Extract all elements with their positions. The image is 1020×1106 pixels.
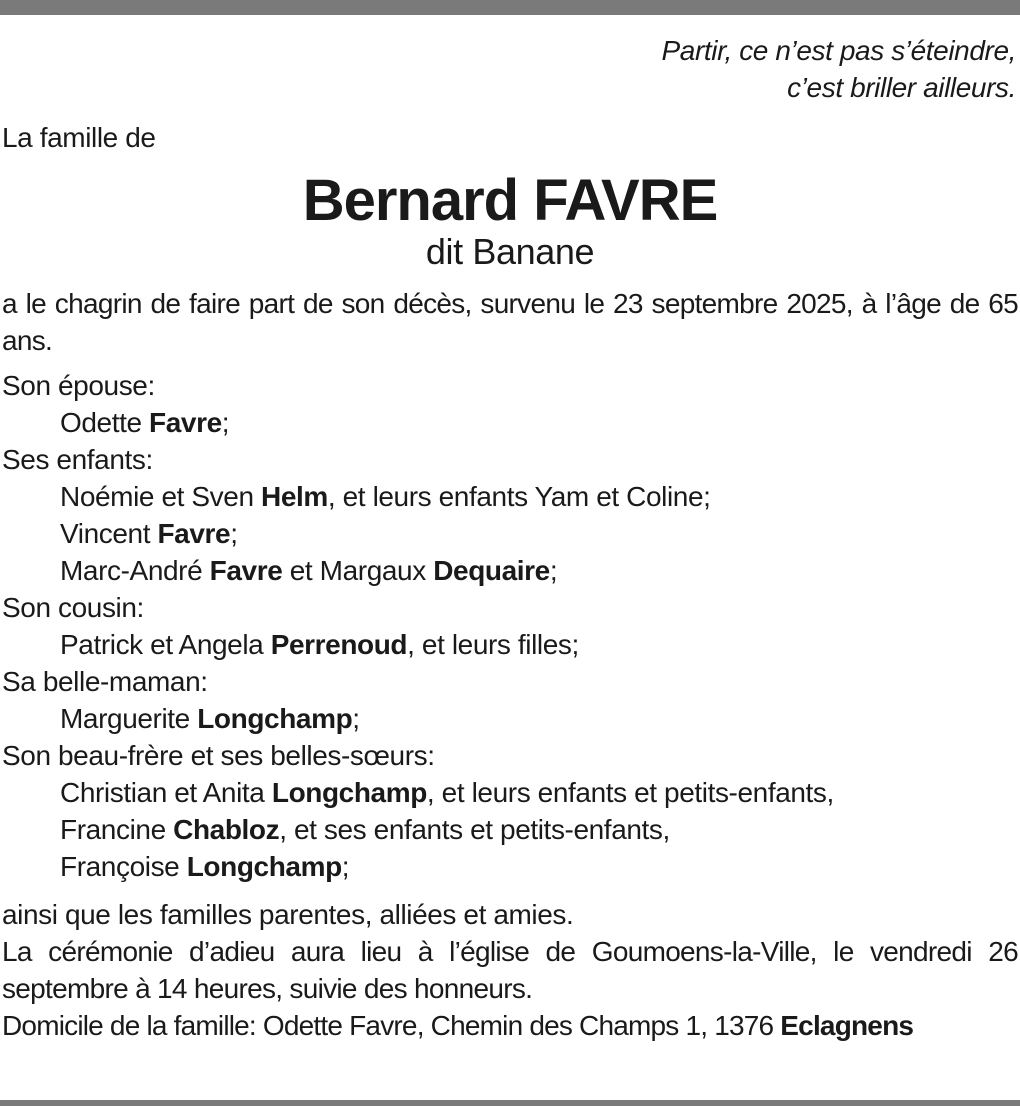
closing-section xyxy=(2,896,1018,1044)
relative-surname: Chabloz xyxy=(173,814,280,845)
epigraph-quote xyxy=(2,32,1018,106)
bottom-rule xyxy=(0,1100,1020,1106)
relatives-list xyxy=(2,367,1018,885)
relative-entry: Francine Chabloz, et ses enfants et petits-enfants, xyxy=(60,814,670,845)
family-intro: La famille de xyxy=(2,122,156,153)
top-rule xyxy=(0,0,1020,15)
families-line: ainsi que les familles parentes, alliées et amies. xyxy=(2,899,574,930)
family-domicile: Domicile de la famille: Odette Favre, Chemin des Champs 1, 1376 Eclagnens xyxy=(2,1010,914,1041)
cousin-label: Son cousin: xyxy=(2,592,144,623)
deceased-name: Bernard FAVRE xyxy=(302,168,718,233)
deceased-nickname: dit Banane xyxy=(425,231,595,272)
quote-line-1: Partir, ce n’est pas s’éteindre, xyxy=(661,35,1016,66)
quote-line-2: c’est briller ailleurs. xyxy=(787,72,1016,103)
relative-entry: Patrick et Angela Perrenoud, et leurs filles; xyxy=(60,629,579,660)
relative-entry: Noémie et Sven Helm, et leurs enfants Yam et Coline; xyxy=(60,481,711,512)
relative-entry: Marguerite Longchamp; xyxy=(60,703,360,734)
relative-entry: Françoise Longchamp; xyxy=(60,851,350,882)
relative-surname: Longchamp xyxy=(197,703,353,734)
relative-surname: Favre xyxy=(209,555,283,586)
death-announcement: a le chagrin de faire part de son décès, survenu le 23 septembre 2025, à l’âge de 65 ans. xyxy=(2,288,1018,356)
relative-surname: Longchamp xyxy=(186,851,342,882)
relative-surname: Perrenoud xyxy=(270,629,408,660)
relative-surname: Favre xyxy=(157,518,231,549)
relative-surname: Longchamp xyxy=(271,777,427,808)
siblings-in-law-label: Son beau-frère et ses belles-sœurs: xyxy=(2,740,435,771)
relative-entry: Odette Favre; xyxy=(60,407,230,438)
ceremony-info: La cérémonie d’adieu aura lieu à l’église de Goumoens-la-Ville, le vendredi 26 septembre à 14 heures, suivie des honneurs. xyxy=(2,936,1018,1004)
relative-surname: Favre xyxy=(149,407,222,438)
relative-entry: Christian et Anita Longchamp, et leurs enfants et petits-enfants, xyxy=(60,777,834,808)
relative-entry: Marc-André Favre et Margaux Dequaire; xyxy=(60,555,558,586)
children-label: Ses enfants: xyxy=(2,444,153,475)
relative-surname: Dequaire xyxy=(433,555,550,586)
mother-in-law-label: Sa belle-maman: xyxy=(2,666,208,697)
relative-entry: Vincent Favre; xyxy=(60,518,238,549)
obituary-notice xyxy=(2,32,1018,1044)
relative-surname: Helm xyxy=(261,481,328,512)
spouse-label: Son épouse: xyxy=(2,370,155,401)
domicile-place: Eclagnens xyxy=(780,1010,914,1041)
